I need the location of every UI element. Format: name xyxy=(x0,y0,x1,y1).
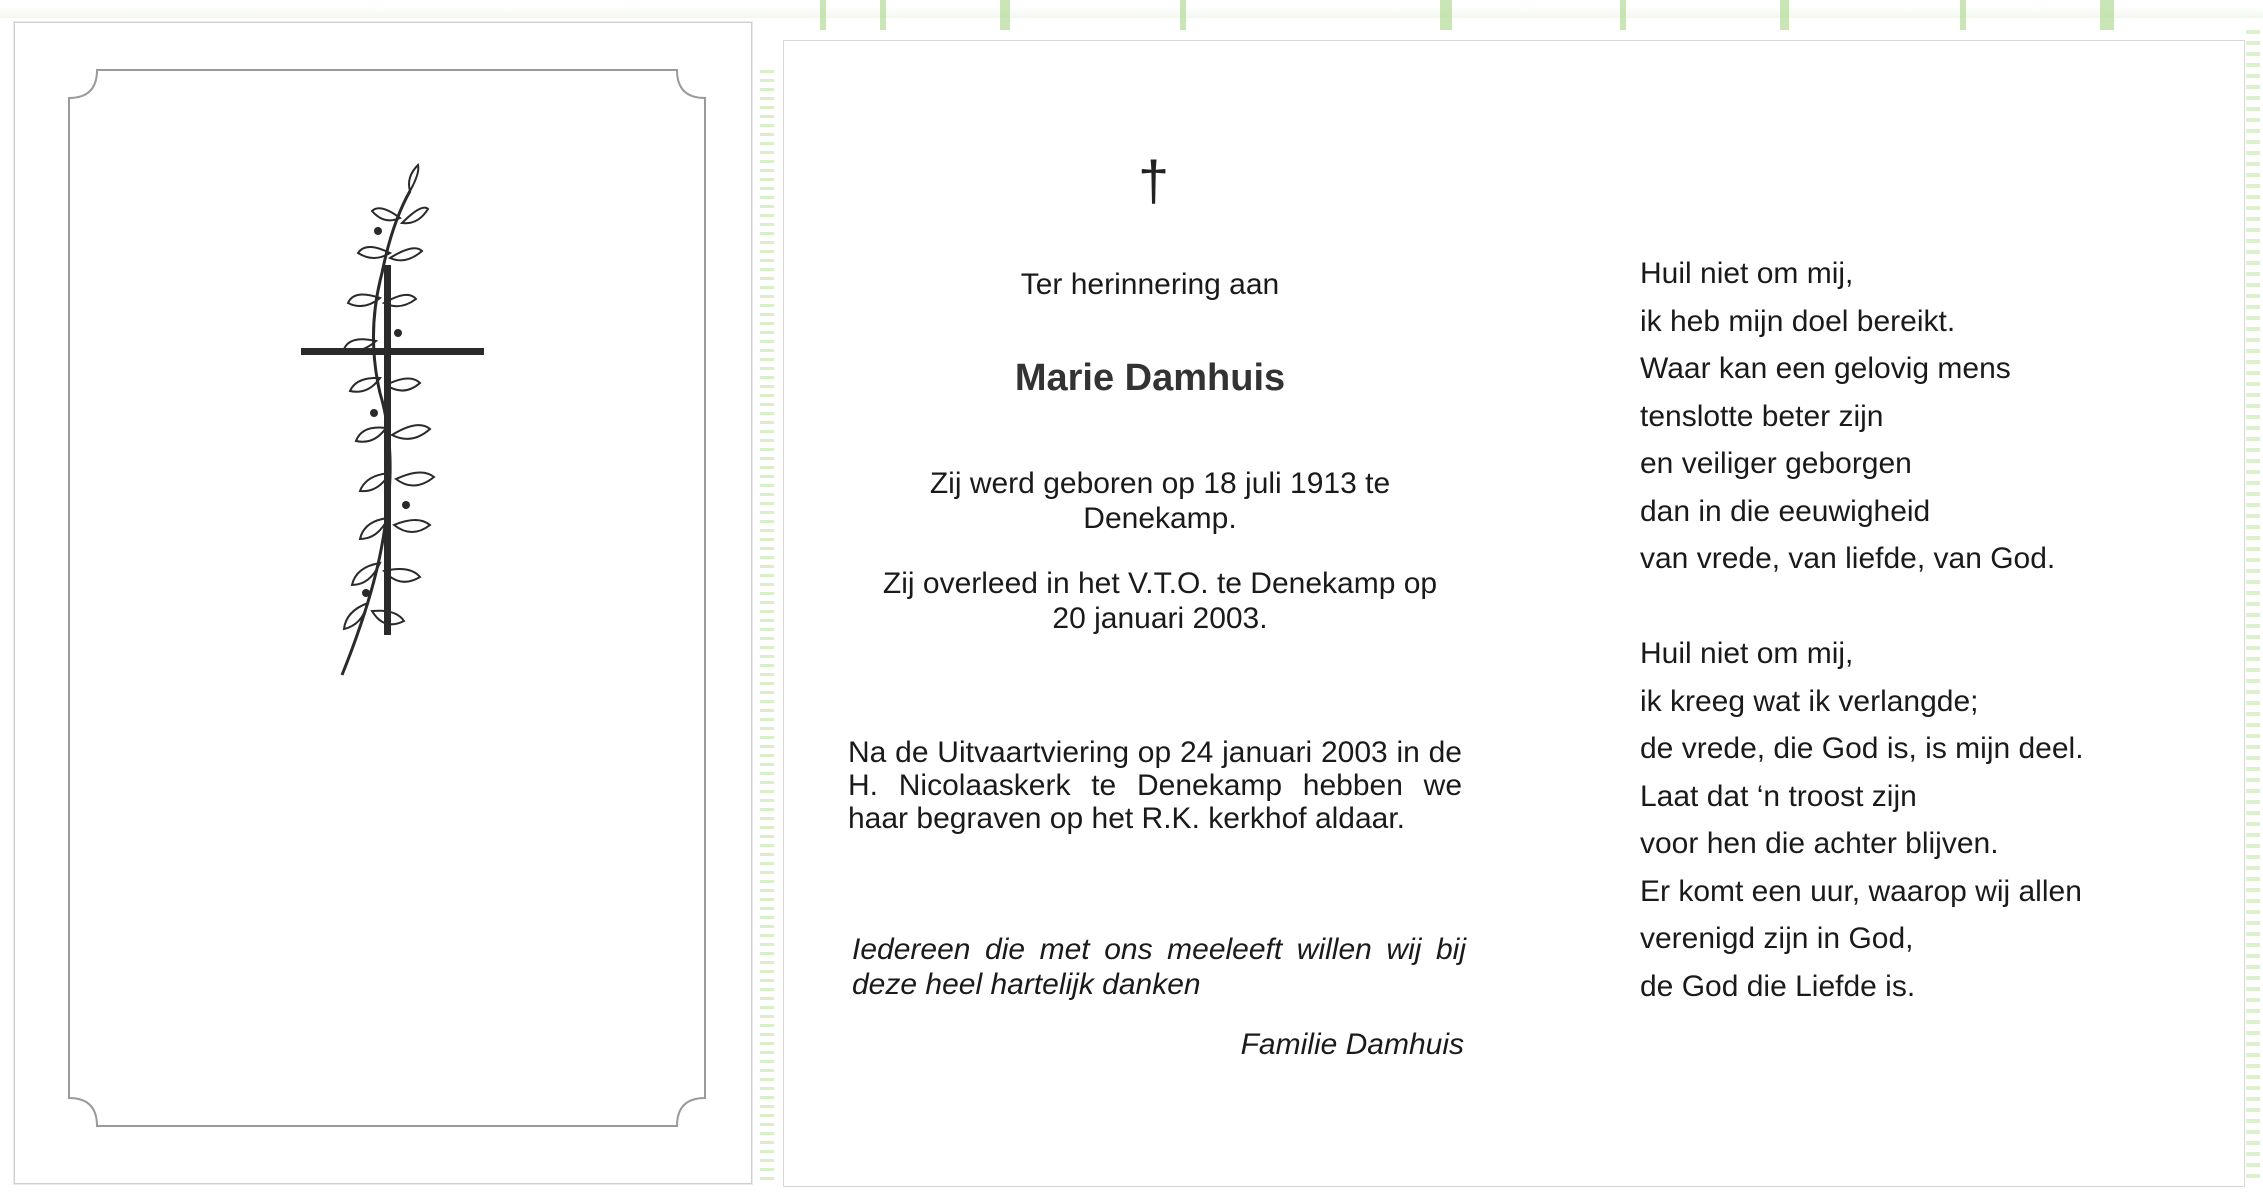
poem-stanza-1 xyxy=(1640,250,2055,583)
poem-line: de God die Liefde is. xyxy=(1640,969,1916,1003)
death-line-1: Zij overleed in het V.T.O. te Denekamp op xyxy=(882,567,1438,600)
poem-line: tenslotte beter zijn xyxy=(1640,399,1884,433)
card-front xyxy=(14,22,752,1184)
poem-line: ik heb mijn doel bereikt. xyxy=(1640,304,1956,338)
death-statement xyxy=(840,566,1480,636)
poem-line: van vrede, van liefde, van God. xyxy=(1640,542,2056,575)
poem-line: voor hen die achter blijven. xyxy=(1640,827,1999,860)
death-line-2: 20 januari 2003. xyxy=(1052,602,1268,635)
poem-line: dan in die eeuwigheid xyxy=(1640,494,1931,528)
scan-edge-right xyxy=(2246,30,2260,1180)
poem-line: Huil niet om mij, xyxy=(1640,257,1854,290)
birth-line-1: Zij werd geboren op 18 juli 1913 te xyxy=(929,467,1391,500)
poem-stanza-2 xyxy=(1640,630,2084,1010)
poem-line: Laat dat ‘n troost zijn xyxy=(1640,779,1917,813)
cross-icon: † xyxy=(1138,149,1170,212)
poem-line: Waar kan een gelovig mens xyxy=(1640,352,2011,385)
scan-edge-top xyxy=(0,0,2263,18)
birth-line-2: Denekamp. xyxy=(1083,502,1237,535)
poem-line: ik kreeg wat ik verlangde; xyxy=(1640,684,1979,718)
birth-statement xyxy=(880,466,1440,536)
deceased-name: Marie Damhuis xyxy=(1014,357,1286,399)
poem-line: en veiliger geborgen xyxy=(1640,447,1912,480)
poem-line: Er komt een uur, waarop wij allen xyxy=(1640,874,2082,908)
intro-text: Ter herinnering aan xyxy=(1020,268,1280,301)
scan-edge-middle xyxy=(760,70,774,1180)
poem-line: de vrede, die God is, is mijn deel. xyxy=(1640,732,2084,765)
poem-line: verenigd zijn in God, xyxy=(1640,922,1914,955)
signature: Familie Damhuis xyxy=(1240,1028,1464,1061)
cross-with-olive-branch-icon xyxy=(280,163,500,693)
poem-line: Huil niet om mij, xyxy=(1640,637,1854,670)
funeral-text: Na de Uitvaartviering op 24 januari 2003 in de H. Nicolaaskerk te Denekamp hebben we haar begraven op het R.K. kerkhof aldaar. xyxy=(848,736,1462,835)
thanks-text: Iedereen die met ons meeleeft willen wij bij deze heel hartelijk danken xyxy=(852,933,1466,1001)
